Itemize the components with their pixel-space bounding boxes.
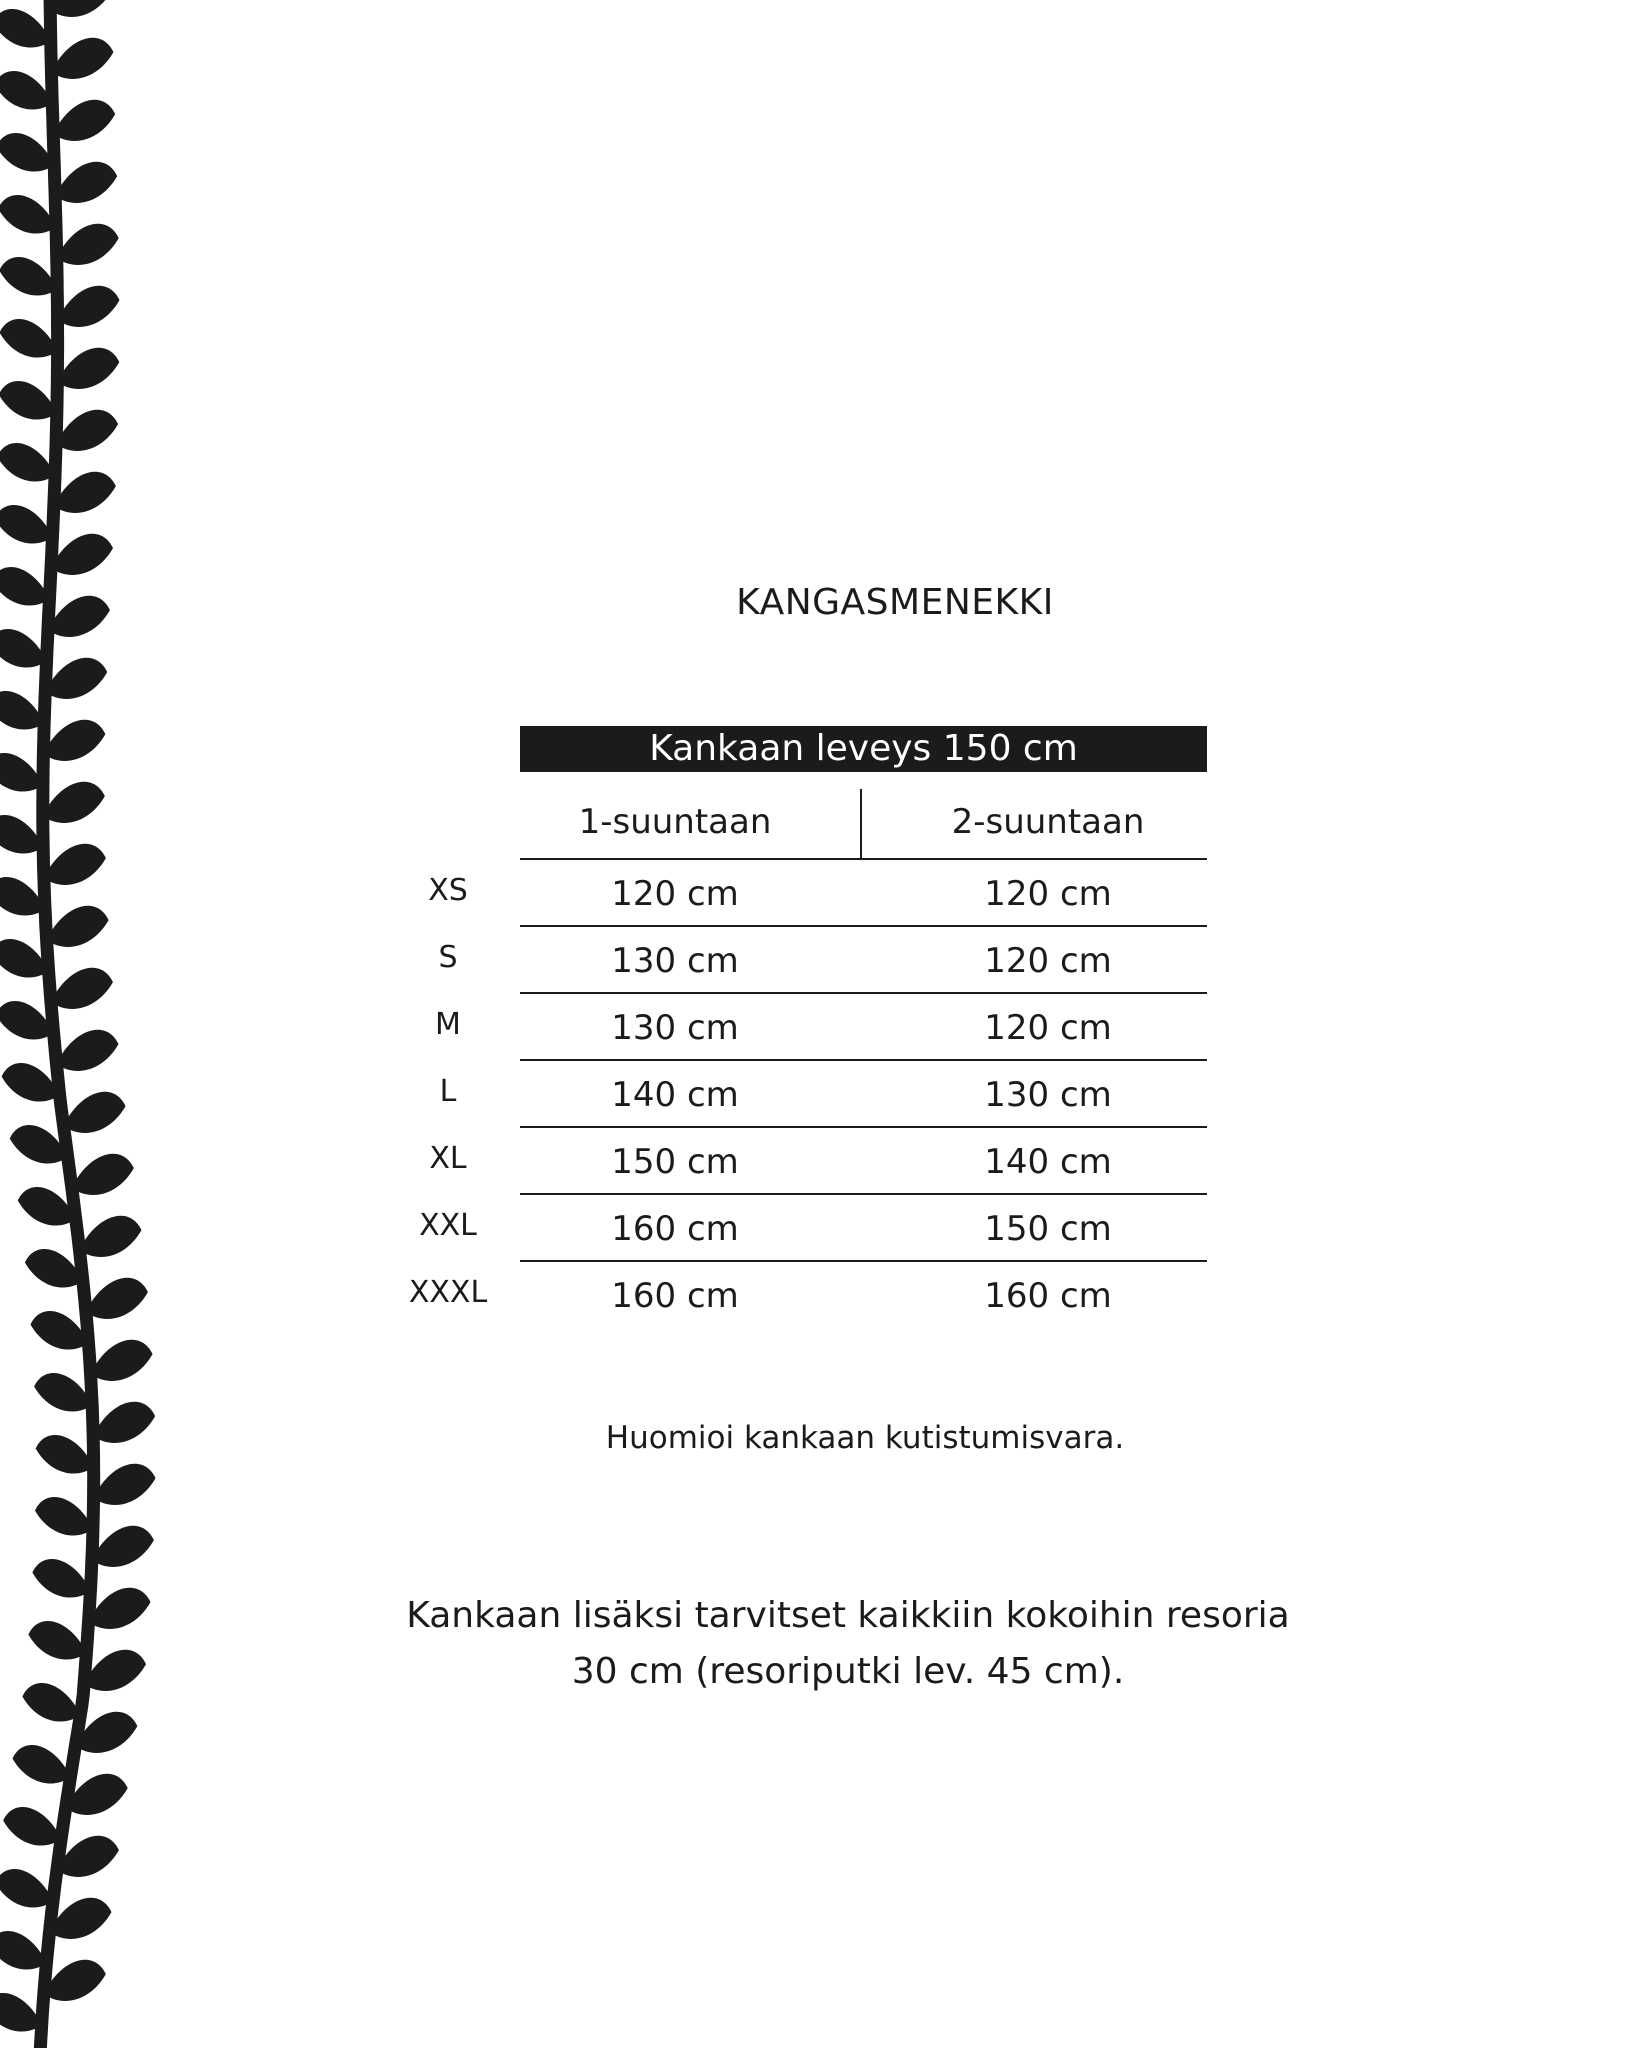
vine-leaf (0, 753, 43, 792)
vine-leaf (72, 1154, 134, 1195)
row-divider (520, 925, 1207, 927)
vine-leaf (54, 472, 116, 513)
vine-leaf (53, 100, 115, 141)
vine-leaf (28, 1621, 86, 1660)
cell-two-way: 120 cm (984, 1008, 1112, 1048)
vine-leaf (0, 629, 47, 668)
vine-leaf (56, 410, 118, 451)
row-divider (520, 992, 1207, 994)
vine-leaf (58, 286, 120, 327)
vine-leaf (0, 381, 57, 420)
vine-leaf (86, 1278, 148, 1319)
leaf-vine-decoration (0, 0, 190, 2048)
vine-leaf (0, 567, 49, 606)
vine-leaf (55, 162, 117, 203)
vine-leaf (0, 505, 52, 544)
cell-one-way: 130 cm (611, 1008, 739, 1048)
vine-leaf (0, 71, 52, 110)
vine-leaf (0, 257, 57, 296)
vine-leaf (50, 0, 112, 17)
row-divider (520, 1059, 1207, 1061)
vine-leaf (89, 1588, 151, 1629)
cell-two-way: 120 cm (984, 941, 1112, 981)
cell-one-way: 140 cm (611, 1075, 739, 1115)
vine-leaf (0, 1993, 42, 2032)
size-label: XL (429, 1141, 467, 1176)
vine-leaf (22, 1683, 80, 1722)
vine-leaf (51, 534, 113, 575)
size-label: M (435, 1007, 461, 1042)
vine-leaf (0, 691, 44, 730)
vine-leaf (47, 906, 109, 947)
column-divider (860, 789, 862, 859)
vine-leaf (94, 1464, 156, 1505)
vine-leaf (43, 782, 105, 823)
vine-leaf (0, 195, 56, 234)
vine-leaf (0, 9, 51, 48)
vine-leaf (34, 1373, 92, 1412)
row-divider (520, 1193, 1207, 1195)
vine-leaf (44, 1960, 106, 2001)
cell-one-way: 150 cm (611, 1142, 739, 1182)
cell-one-way: 120 cm (611, 874, 739, 914)
column-header-two-way: 2-suuntaan (951, 802, 1145, 842)
cell-one-way: 160 cm (611, 1209, 739, 1249)
vine-leaf (43, 720, 105, 761)
vine-leaf (32, 1559, 90, 1598)
vine-leaf (30, 1311, 88, 1350)
cell-one-way: 130 cm (611, 941, 739, 981)
vine-leaf (45, 658, 107, 699)
vine-leaf (93, 1402, 155, 1443)
ribbing-note-line-1: Kankaan lisäksi tarvitset kaikkiin kokoihin resoria (406, 1595, 1290, 1636)
vine-leaf (0, 443, 55, 482)
column-header-one-way: 1-suuntaan (578, 802, 772, 842)
vine-leaf (64, 1092, 126, 1133)
cell-two-way: 130 cm (984, 1075, 1112, 1115)
size-label: XXXL (408, 1275, 488, 1310)
table-header-bar: Kankaan leveys 150 cm (520, 726, 1207, 772)
vine-leaf (84, 1650, 146, 1691)
vine-leaf (92, 1526, 154, 1567)
vine-leaf (36, 1435, 94, 1474)
vine-leaf (56, 1030, 118, 1071)
cell-two-way: 160 cm (984, 1276, 1112, 1316)
vine-leaf (0, 1869, 53, 1908)
vine-leaf (0, 1931, 46, 1970)
size-label: S (438, 940, 458, 975)
vine-leaf (3, 1807, 61, 1846)
vine-leaf (91, 1340, 153, 1381)
ribbing-note-line-2: 30 cm (resoriputki lev. 45 cm). (571, 1651, 1125, 1692)
cell-one-way: 160 cm (611, 1276, 739, 1316)
cell-two-way: 120 cm (984, 874, 1112, 914)
vine-leaf (51, 968, 113, 1009)
row-divider (520, 1260, 1207, 1262)
vine-leaf (12, 1745, 70, 1784)
vine-leaf (57, 224, 119, 265)
size-label: XXL (419, 1208, 477, 1243)
size-label: L (439, 1074, 457, 1109)
ribbing-note (330, 1588, 1366, 1700)
vine-leaf (51, 38, 113, 79)
row-divider (520, 858, 1207, 860)
vine-leaf (0, 319, 58, 358)
page-title: KANGASMENEKKI (736, 582, 1054, 623)
cell-two-way: 150 cm (984, 1209, 1112, 1249)
vine-leaf (48, 596, 110, 637)
vine-leaf (0, 133, 54, 172)
size-label: XS (428, 873, 468, 908)
cell-two-way: 140 cm (984, 1142, 1112, 1182)
vine-leaf (79, 1216, 141, 1257)
row-divider (520, 1126, 1207, 1128)
vine-leaf (44, 844, 106, 885)
vine-leaf (35, 1497, 93, 1536)
shrinkage-note: Huomioi kankaan kutistumisvara. (605, 1420, 1125, 1456)
vine-leaf (57, 348, 119, 389)
